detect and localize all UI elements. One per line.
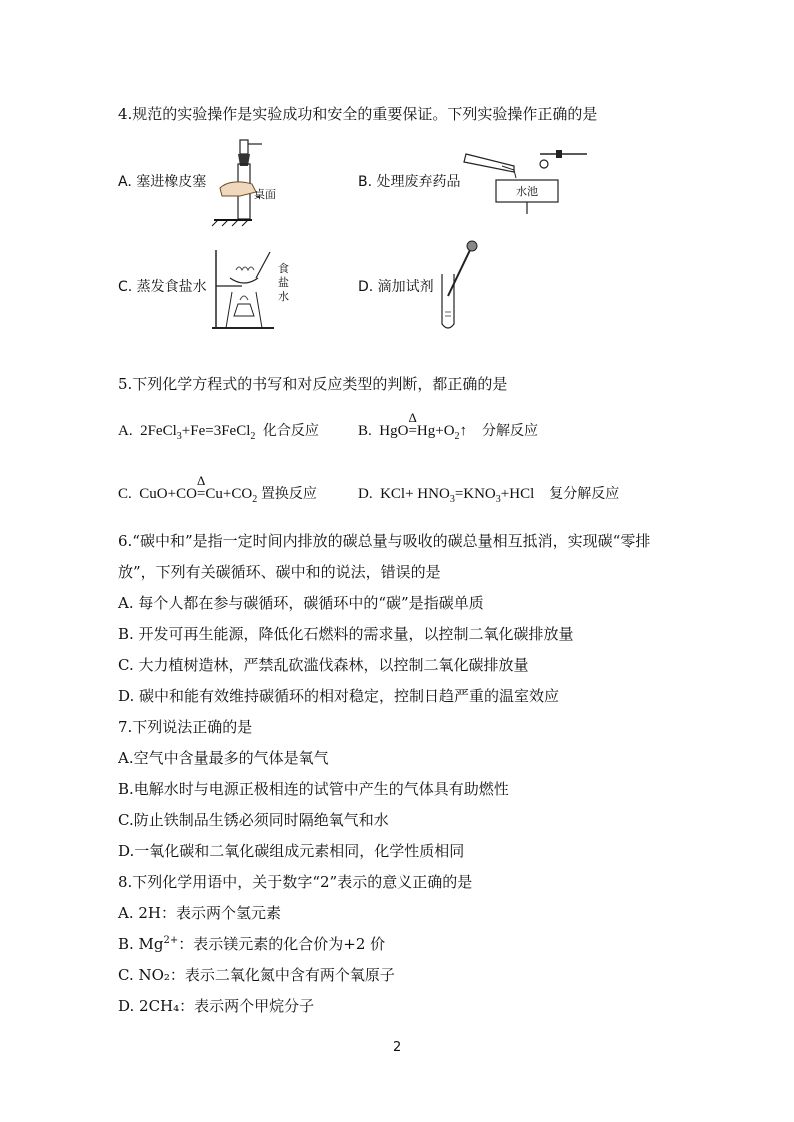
- q5-c-eq-sub: 2: [252, 494, 258, 505]
- q5-stem: 5.下列化学方程式的书写和对反应类型的判断，都正确的是: [118, 375, 508, 393]
- q7-option-c: C.防止铁制品生锈必须同时隔绝氧气和水: [118, 811, 389, 829]
- q6-option-d: D. 碳中和能有效维持碳循环的相对稳定，控制日趋严重的温室效应: [118, 687, 560, 705]
- q7-option-b: B.电解水时与电源正极相连的试管中产生的气体具有助燃性: [118, 780, 509, 798]
- q4-option-c: C. 蒸发食盐水: [118, 279, 207, 295]
- q6-stem-line-1: 6.“碳中和”是指一定时间内排放的碳总量与吸收的碳总量相互抵消，实现碳“零排: [118, 532, 651, 550]
- q8-option-b-part: B. Mg: [118, 935, 164, 953]
- q5-option-c-equation: [139, 473, 258, 505]
- q5-d-eq-sub: 3: [449, 494, 455, 505]
- q5-b-delta-sign: = Δ: [408, 410, 417, 439]
- q5-option-d-label: D.: [358, 486, 373, 502]
- q6-option-c: C. 大力植树造林，严禁乱砍滥伐森林，以控制二氧化碳排放量: [118, 656, 529, 674]
- q5-option-b-label: B.: [358, 423, 372, 439]
- q5-a-eq-part: +Fe=3FeCl: [181, 423, 251, 439]
- q4-figure-a-label: 桌面: [254, 188, 276, 201]
- delta-mark: Δ: [408, 410, 417, 425]
- q4-figure-c-label-2: 盐: [278, 276, 289, 289]
- q7-option-d: D.一氧化碳和二氧化碳组成元素相同，化学性质相同: [118, 842, 465, 860]
- q5-option-c: [118, 473, 317, 505]
- q4-figure-a: [212, 136, 292, 226]
- q7-stem: 7.下列说法正确的是: [118, 718, 253, 736]
- q5-option-d-type: 复分解反应: [549, 486, 620, 502]
- q5-option-c-type: 置换反应: [260, 486, 317, 502]
- q5-d-eq-part: KCl+ HNO: [380, 486, 450, 502]
- q4-figure-d: [436, 240, 486, 332]
- q8-option-b: [118, 933, 385, 954]
- q8-option-b-sup: 2+: [163, 935, 179, 946]
- q6-option-a: A. 每个人都在参与碳循环，碳循环中的“碳”是指碳单质: [118, 594, 484, 612]
- q5-b-eq-sub: 2: [454, 431, 460, 442]
- q4-figure-c-label-1: 食: [278, 262, 289, 275]
- q4-option-d: D. 滴加试剂: [358, 279, 434, 295]
- q8-option-d: D. 2CH₄：表示两个甲烷分子: [118, 997, 315, 1015]
- page-number: 2: [393, 1040, 402, 1055]
- q5-option-c-label: C.: [118, 486, 132, 502]
- q8-option-b-part: ：表示镁元素的化合价为+2 价: [178, 935, 386, 953]
- q4-figure-c-label-3: 水: [278, 290, 289, 303]
- up-arrow-icon: ↑: [459, 423, 468, 439]
- q5-option-b: [358, 410, 539, 442]
- q5-option-a-equation: [140, 423, 256, 442]
- q5-option-a-type: 化合反应: [262, 423, 319, 439]
- q8-option-a: A. 2H：表示两个氢元素: [118, 904, 281, 922]
- q5-option-a: [118, 420, 319, 442]
- q5-option-b-type: 分解反应: [482, 423, 539, 439]
- q5-d-eq-part: +HCl: [500, 486, 535, 502]
- q4-option-a: A. 塞进橡皮塞: [118, 174, 207, 190]
- q5-a-eq-part: 2FeCl: [140, 423, 177, 439]
- q5-c-eq-part: CuO+CO: [139, 486, 197, 502]
- q5-d-eq-part: =KNO: [454, 486, 496, 502]
- q5-option-b-equation: [379, 410, 468, 442]
- q5-a-eq-sub: 2: [250, 431, 256, 442]
- q8-option-c: C. NO₂：表示二氧化氮中含有两个氧原子: [118, 966, 395, 984]
- q6-option-b: B. 开发可再生能源，降低化石燃料的需求量，以控制二氧化碳排放量: [118, 625, 574, 643]
- q4-figure-b-label: 水池: [516, 185, 538, 198]
- q5-b-eq-part: Hg+O: [416, 423, 455, 439]
- q5-c-eq-part: Cu+CO: [205, 486, 253, 502]
- q4-stem: 4.规范的实验操作是实验成功和安全的重要保证。下列实验操作正确的是: [118, 105, 598, 123]
- q5-option-a-label: A.: [118, 423, 133, 439]
- q4-option-b: B. 处理废弃药品: [358, 174, 461, 190]
- q7-option-a: A.空气中含量最多的气体是氧气: [118, 749, 329, 767]
- q5-a-eq-sub: 3: [176, 431, 182, 442]
- q5-b-eq-part: HgO: [379, 423, 409, 439]
- q5-option-d-equation: [380, 486, 535, 505]
- q6-stem-line-2: 放”，下列有关碳循环、碳中和的说法，错误的是: [118, 563, 441, 581]
- q4-figure-b: [462, 144, 592, 216]
- delta-mark: Δ: [196, 473, 206, 488]
- q8-stem: 8.下列化学用语中，关于数字“2”表示的意义正确的是: [118, 873, 473, 891]
- q5-d-eq-sub: 3: [495, 494, 501, 505]
- q5-option-d: [358, 483, 619, 505]
- q5-c-delta-sign: = Δ: [196, 473, 206, 502]
- q4-figure-c-label: [278, 262, 289, 304]
- q4-figure-c: [212, 244, 278, 332]
